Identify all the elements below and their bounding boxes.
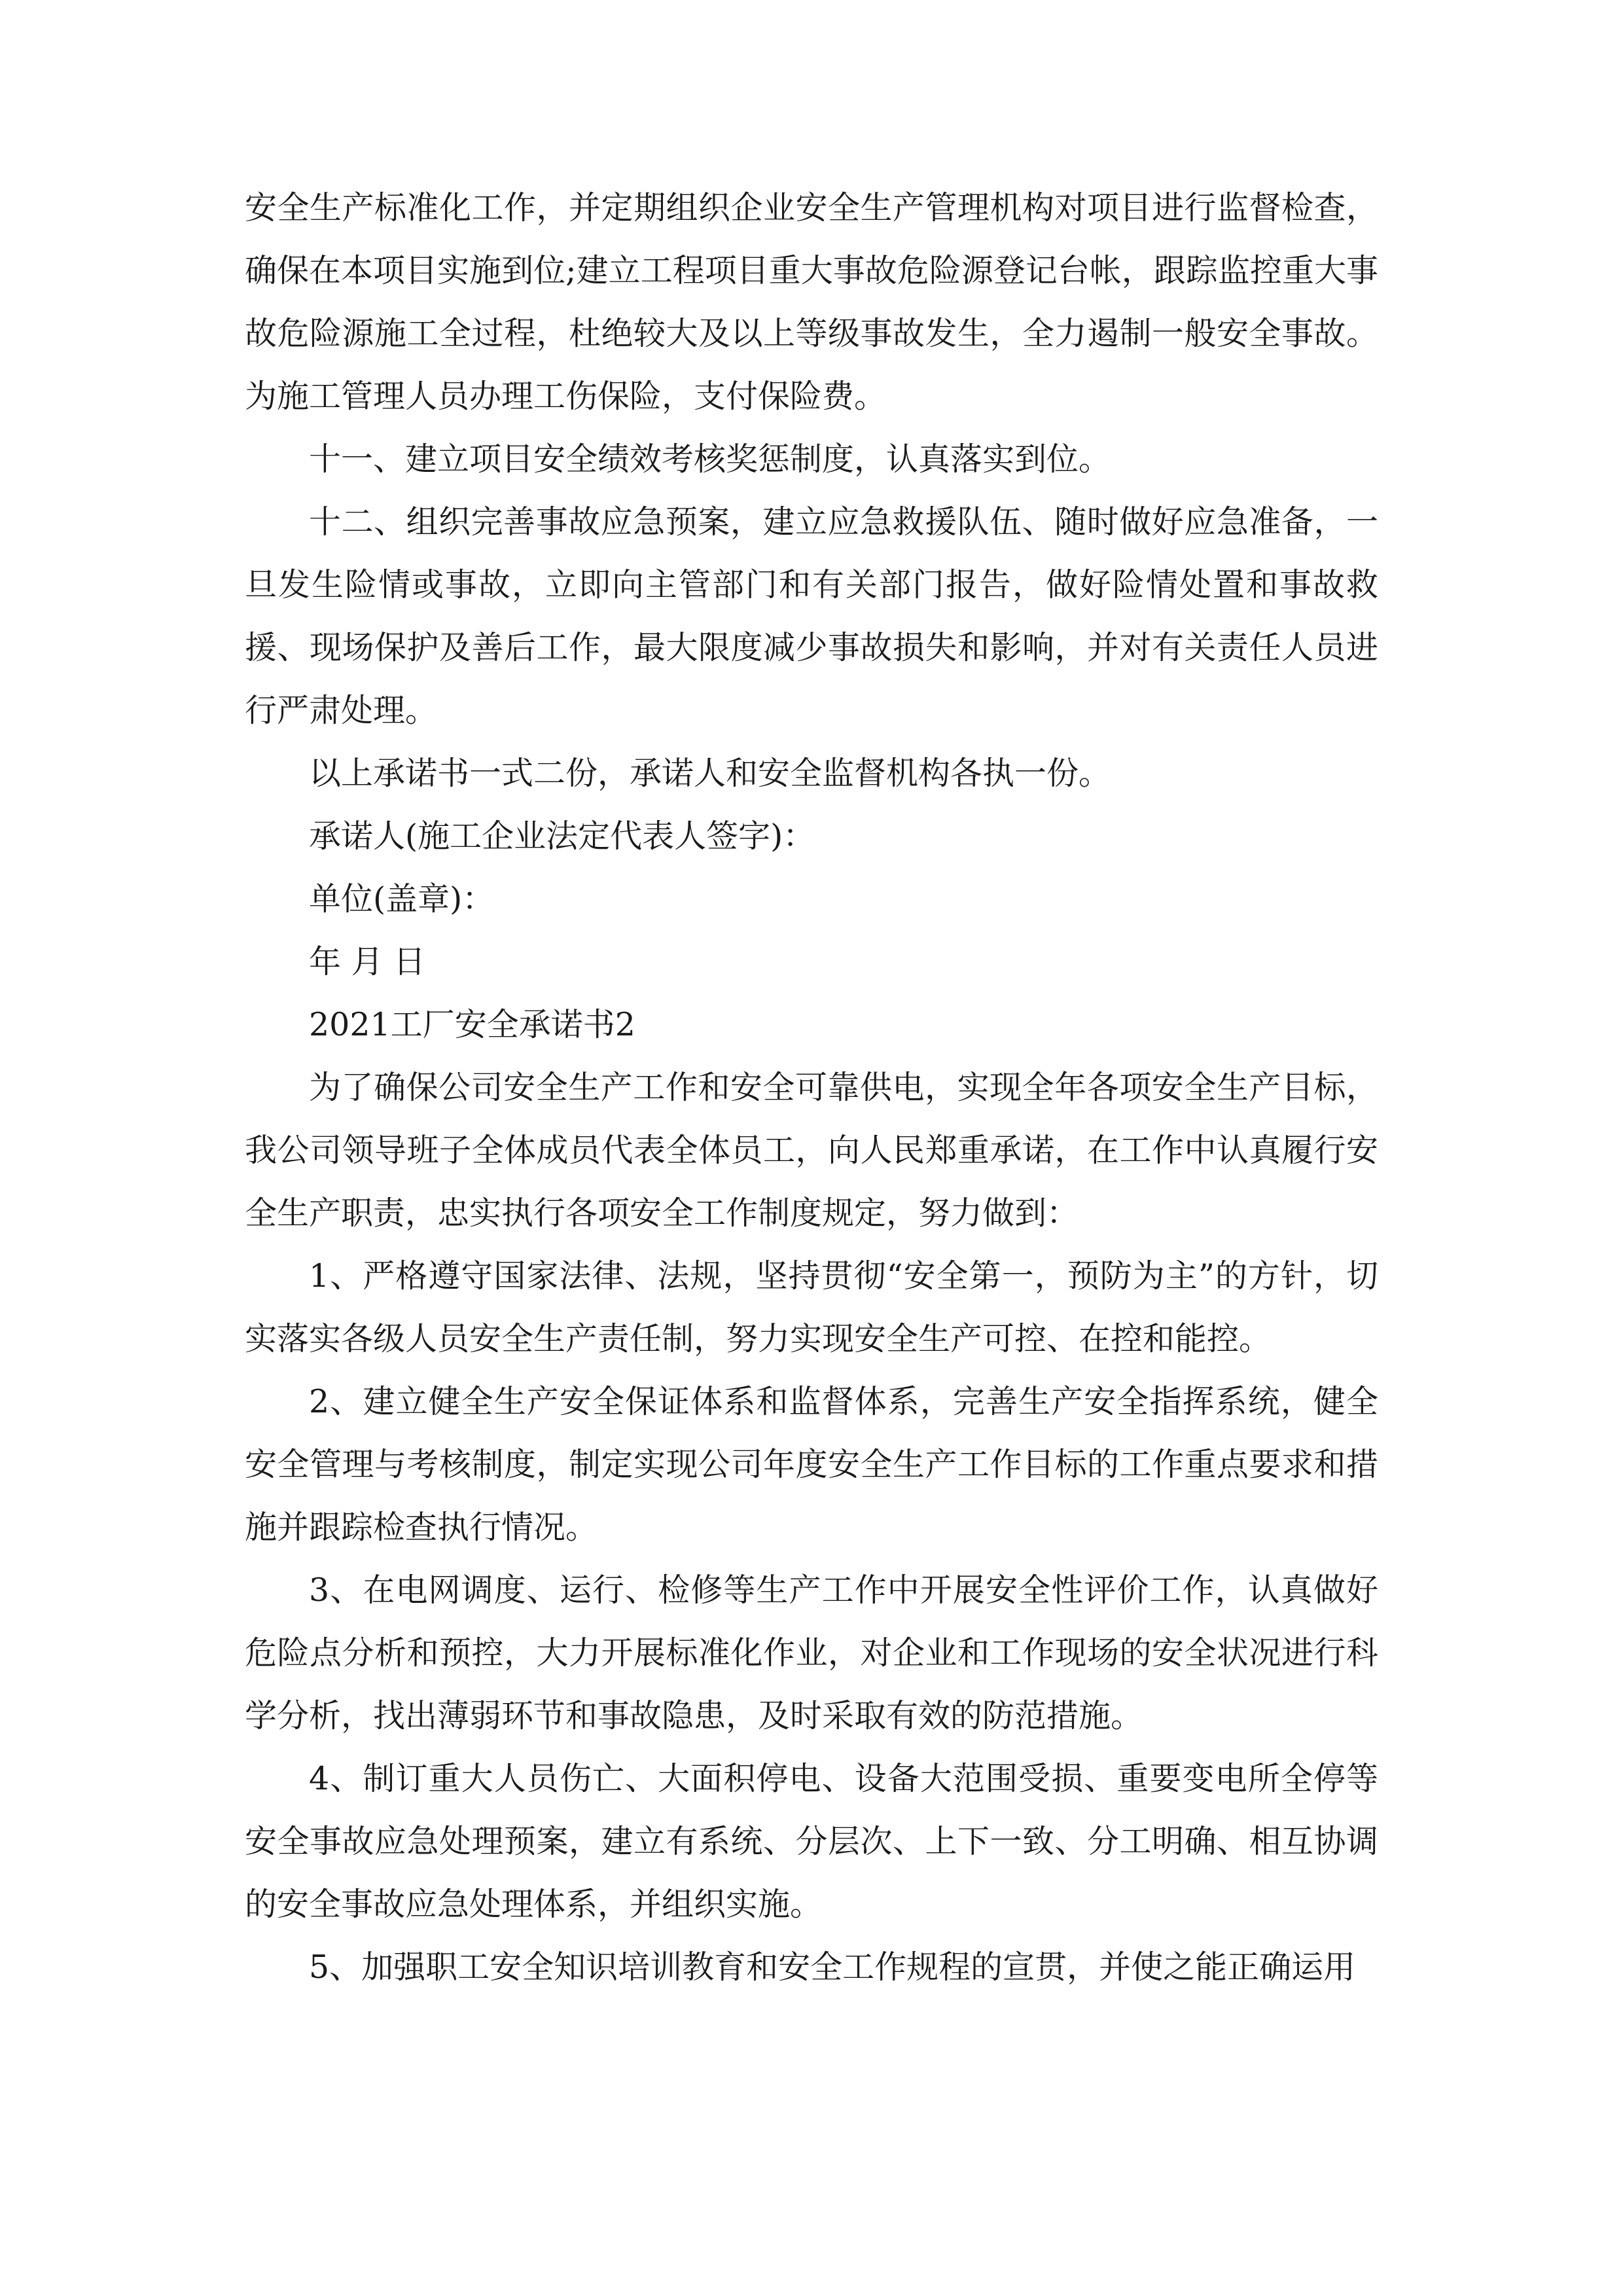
paragraph-item-5: 5、加强职工安全知识培训教育和安全工作规程的宣贯，并使之能正确运用 <box>309 1948 1356 1986</box>
document-body <box>245 177 1378 1999</box>
paragraph-item-2: 2、建立健全生产安全保证体系和监督体系，完善生产安全指挥系统，健全安全管理与考核制度，制定实现公司年度安全生产工作目标的工作重点要求和措施并跟踪检查执行情况。 <box>245 1383 1378 1546</box>
paragraph-item-3: 3、在电网调度、运行、检修等生产工作中开展安全性评价工作，认真做好危险点分析和预控，大力开展标准化作业，对企业和工作现场的安全状况进行科学分析，找出薄弱环节和事故隐患，及时采取有效的防范措施。 <box>245 1571 1378 1734</box>
paragraph-item-1: 1、严格遵守国家法律、法规，坚持贯彻“安全第一，预防为主”的方针，切实落实各级人员安全生产责任制，努力实现安全生产可控、在控和能控。 <box>245 1257 1378 1357</box>
paragraph-item-11: 十一、建立项目安全绩效考核奖惩制度，认真落实到位。 <box>309 440 1111 478</box>
paragraph-item-12: 十二、组织完善事故应急预案，建立应急救援队伍、随时做好应急准备，一旦发生险情或事故，立即向主管部门和有关部门报告，做好险情处置和事故救援、现场保护及善后工作，最大限度减少事故损失和影响，并对有关责任人员进行严肃处理。 <box>245 503 1378 729</box>
signature-line-promisor: 承诺人(施工企业法定代表人签字)： <box>309 817 815 855</box>
signature-line-date: 年 月 日 <box>309 943 426 980</box>
paragraph-item-4: 4、制订重大人员伤亡、大面积停电、设备大范围受损、重要变电所全停等安全事故应急处理预案，建立有系统、分层次、上下一致、分工明确、相互协调的安全事故应急处理体系，并组织实施。 <box>245 1760 1378 1923</box>
signature-line-unit: 单位(盖章)： <box>309 880 495 918</box>
section-heading: 2021工厂安全承诺书2 <box>309 1006 635 1043</box>
paragraph-copies-note: 以上承诺书一式二份，承诺人和安全监督机构各执一份。 <box>309 755 1111 792</box>
paragraph-continuation: 安全生产标准化工作，并定期组织企业安全生产管理机构对项目进行监督检查，确保在本项目实施到位;建立工程项目重大事故危险源登记台帐，跟踪监控重大事故危险源施工全过程，杜绝较大及以上等级事故发生，全力遏制一般安全事故。为施工管理人员办理工伤保险，支付保险费。 <box>245 189 1378 415</box>
paragraph-intro: 为了确保公司安全生产工作和安全可靠供电，实现全年各项安全生产目标，我公司领导班子全体成员代表全体员工，向人民郑重承诺，在工作中认真履行安全生产职责，忠实执行各项安全工作制度规定，努力做到： <box>245 1069 1378 1232</box>
